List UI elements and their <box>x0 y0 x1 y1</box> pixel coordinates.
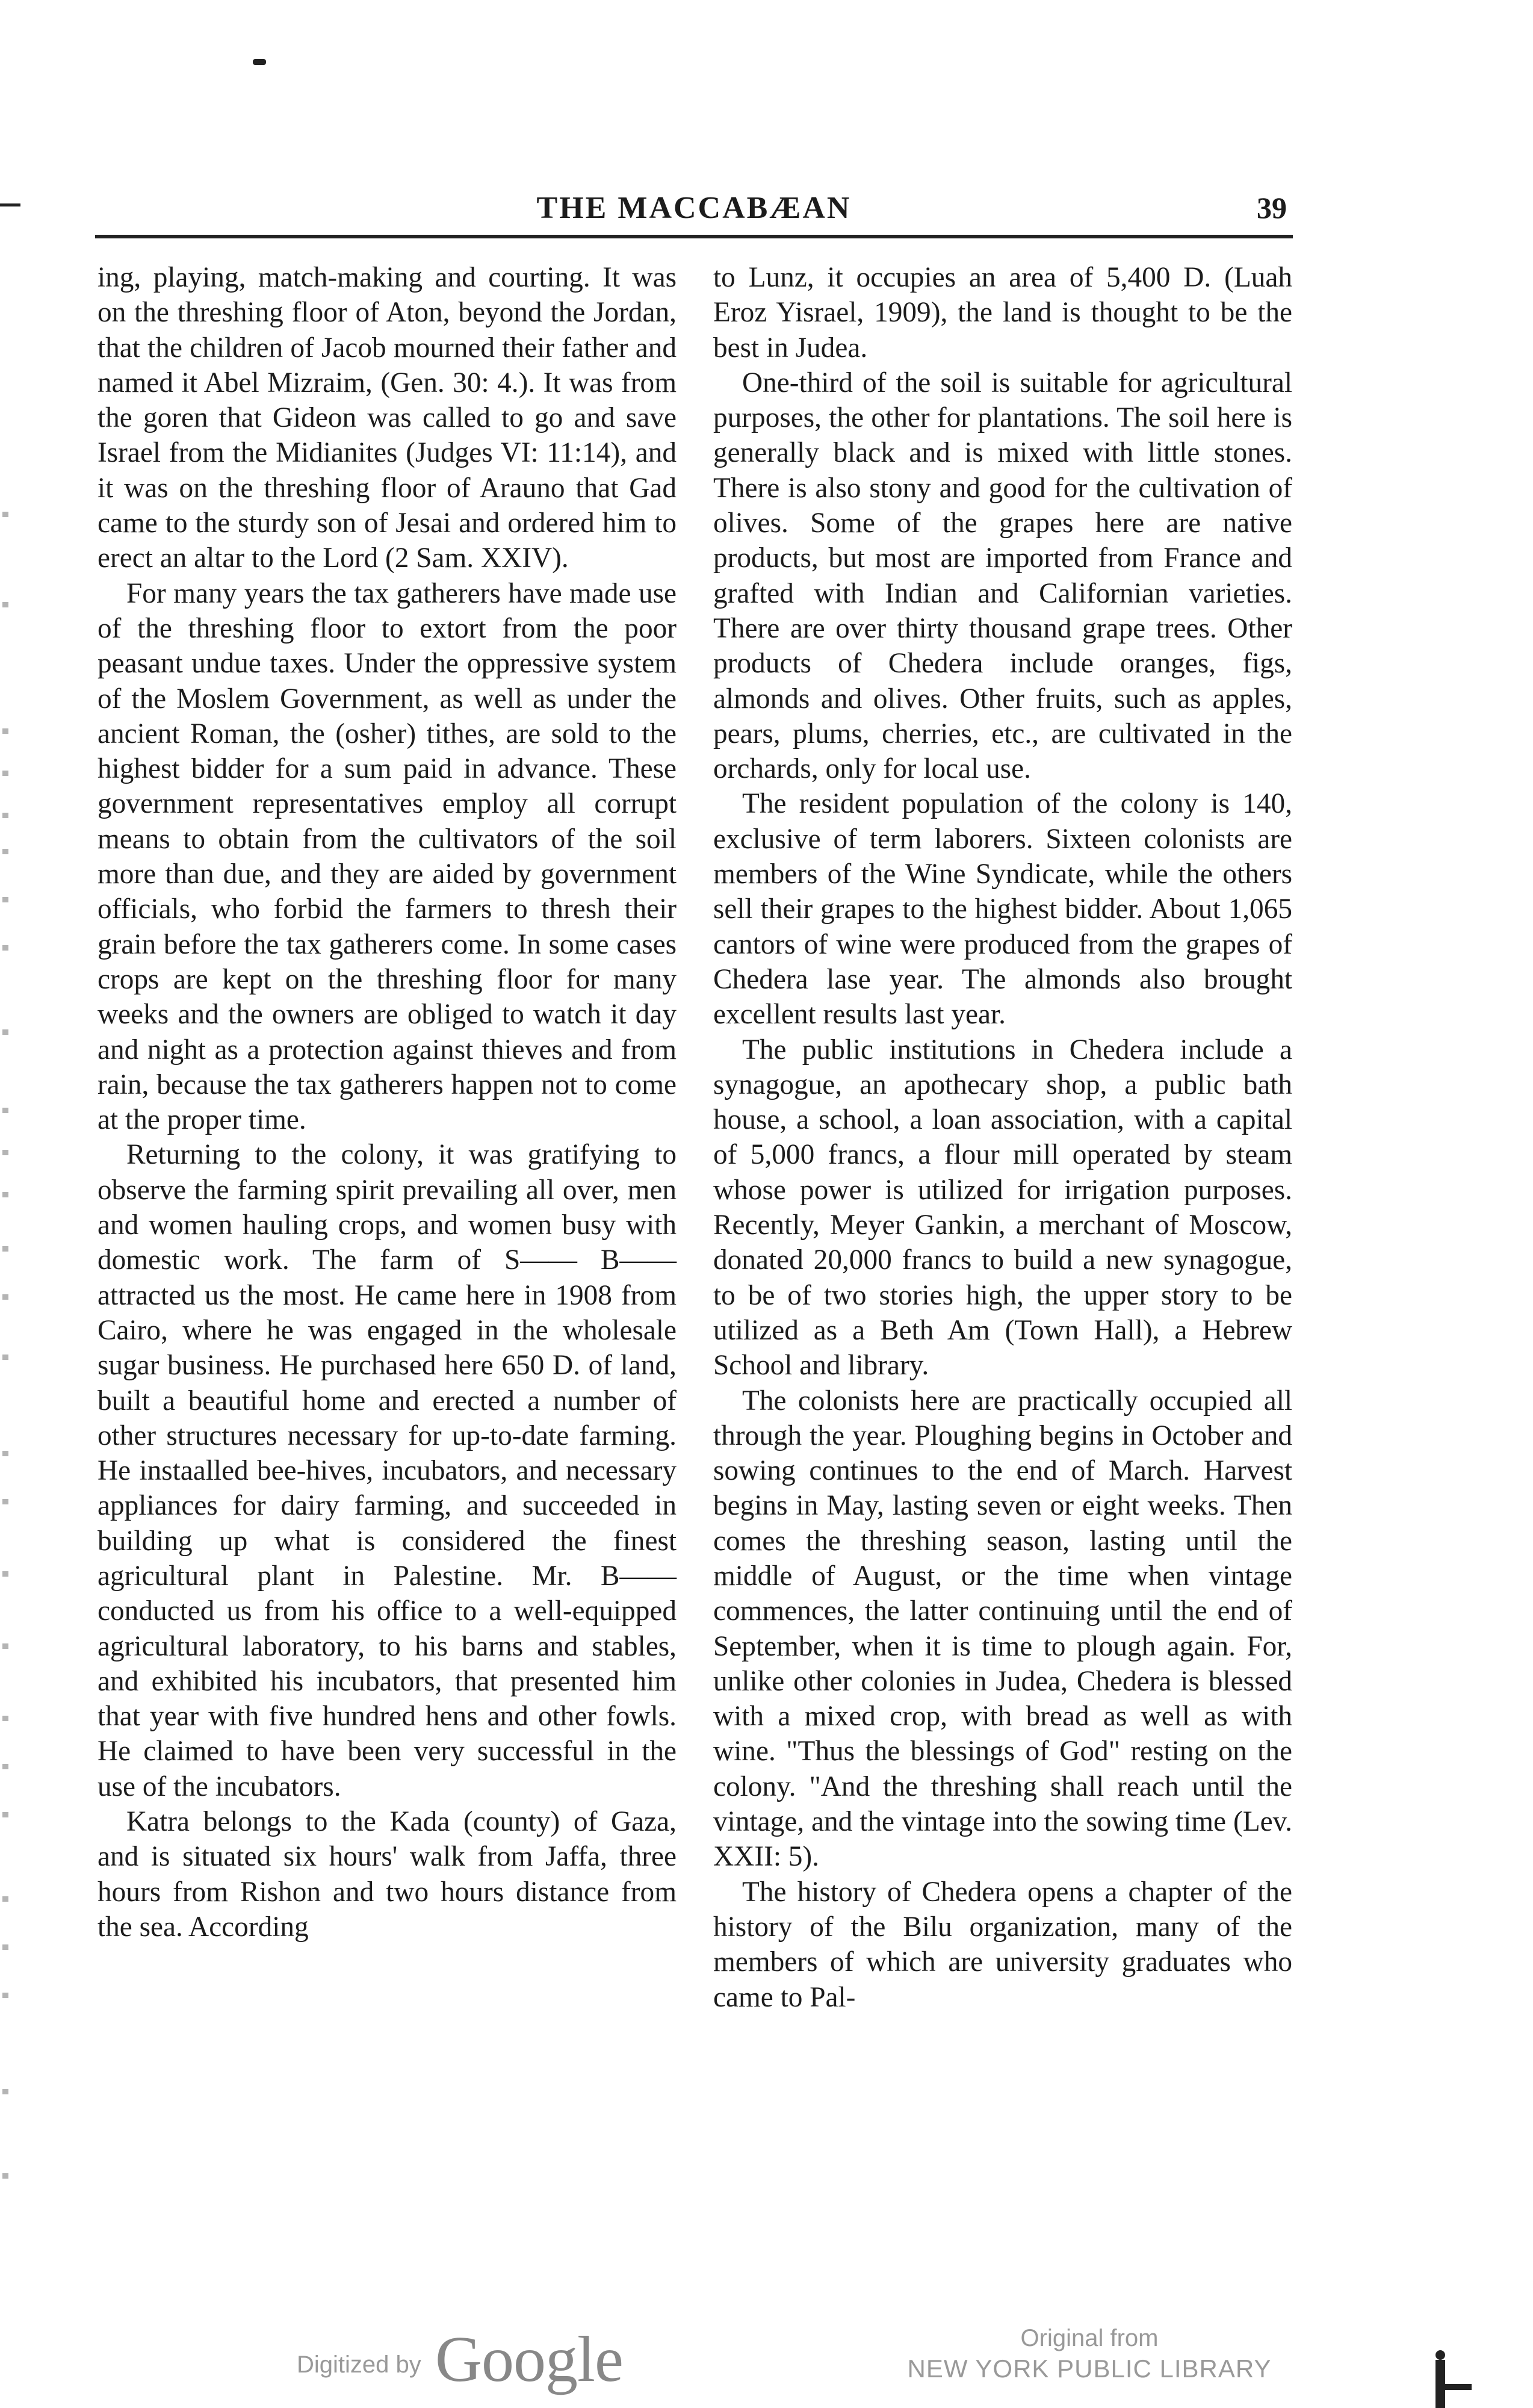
paragraph: The resident population of the colony is 140, exclusive of term laborers. Sixteen colonists are members of the Wine Syndicate, while the others sell their grapes to the highest bidder. About 1,065 cantors of wine were produced from the grapes of Chedera lase year. The almonds also brought excellent results last year. <box>713 788 1292 1031</box>
paragraph: The colonists here are practically occupied all through the year. Ploughing begins in October and sowing continues to the end of March. Harvest begins in May, lasting seven or eight weeks. Then comes the threshing season, lasting until the middle of August, or the time when vintage commences, the latter continuing until the end of September, when it is time to plough again. For, unlike other colonies in Judea, Chedera is blessed with a mixed crop, with bread as well as with wine. "Thus the blessings of God" resting on the colony. "And the threshing shall reach until the vintage, and the vintage into the sowing time (Lev. XXII: 5). <box>713 1385 1292 1873</box>
gutter-mark <box>2 728 8 734</box>
ink-speck <box>253 59 266 65</box>
gutter-mark <box>2 1993 8 1998</box>
paragraph: to Lunz, it occupies an area of 5,400 D. (Luah Eroz Yisrael, 1909), the land is thought to be the best in Judea. <box>713 262 1292 364</box>
gutter-mark <box>2 1354 8 1360</box>
digitized-by-credit <box>297 2323 658 2395</box>
gutter-mark <box>2 1571 8 1577</box>
gutter-mark <box>2 1246 8 1252</box>
paragraph: The history of Chedera opens a chapter of the history of the Bilu organization, many of the members of which are university graduates who came to Pal- <box>713 1876 1292 2013</box>
gutter-mark <box>2 1812 8 1817</box>
gutter-mark <box>2 1451 8 1456</box>
paragraph: The public institutions in Chedera include a synagogue, an apothecary shop, a public bath house, a school, a loan association, with a capital of 5,000 francs, a flour mill operated by steam whose power is utilized for irrigation purposes. Recently, Meyer Gankin, a merchant of Moscow, donated 20,000 francs to build a new synagogue, to be of two stories high, the upper story to be utilized as a Beth Am (Town Hall), a Hebrew School and library. <box>713 1034 1292 1382</box>
gutter-mark <box>2 945 8 951</box>
library-name: NEW YORK PUBLIC LIBRARY <box>907 2354 1272 2383</box>
source-credit <box>879 2324 1300 2385</box>
gutter-mark <box>2 1716 8 1721</box>
edge-mark <box>0 203 20 206</box>
gutter-mark <box>2 1150 8 1155</box>
pointer-hand-icon <box>1423 2348 1478 2408</box>
right-column <box>713 260 1292 2015</box>
google-logo: Google <box>435 2324 623 2395</box>
paragraph: One-third of the soil is suitable for agricultural purposes, the other for plantations. The soil here is generally black and is mixed with little stones. There is also stony and good for the cultivation of olives. Some of the grapes here are native products, but most are imported from France and grafted with Indian and Californian varieties. There are over thirty thousand grape trees. Other products of Chedera include oranges, figs, almonds and olives. Other fruits, such as apples, pears, plums, cherries, etc., are cultivated in the orchards, only for local use. <box>713 367 1292 785</box>
gutter-mark <box>2 1764 8 1769</box>
paragraph: Katra belongs to the Kada (county) of Gaza, and is situated six hours' walk from Jaffa, three hours from Rishon and two hours distance from the sea. According <box>98 1806 677 1943</box>
gutter-mark <box>2 1499 8 1504</box>
paragraph: ing, playing, match-making and courting. It was on the threshing floor of Aton, beyond the Jordan, that the children of Jacob mourned their father and named it Abel Mizraim, (Gen. 30: 4.). It was from the goren that Gideon was called to go and save Israel from the Midianites (Judges VI: 11:14), and it was on the threshing floor of Arauno that Gad came to the sturdy son of Jesai and ordered him to erect an altar to the Lord (2 Sam. XXIV). <box>98 262 677 574</box>
gutter-marks <box>0 512 18 2258</box>
left-column <box>98 260 677 1944</box>
gutter-mark <box>2 2173 8 2179</box>
gutter-mark <box>2 897 8 902</box>
gutter-mark <box>2 1192 8 1197</box>
original-from-label: Original from <box>1020 2325 1159 2351</box>
gutter-mark <box>2 2089 8 2094</box>
gutter-mark <box>2 813 8 818</box>
page-header <box>95 181 1293 238</box>
gutter-mark <box>2 1896 8 1902</box>
gutter-mark <box>2 1643 8 1649</box>
gutter-mark <box>2 512 8 517</box>
gutter-mark <box>2 1108 8 1113</box>
digitized-by-label: Digitized by <box>297 2351 421 2378</box>
gutter-mark <box>2 1294 8 1300</box>
paragraph: For many years the tax gatherers have made use of the threshing floor to extort from the poor peasant undue taxes. Under the oppressive system of the Moslem Government, as well as under the ancient Roman, the (osher) tithes, are sold to the highest bidder for a sum paid in advance. These government representatives employ all corrupt means to obtain from the cultivators of the soil more than due, and they are aided by government officials, who forbid the farmers to thresh their grain before the tax gatherers come. In some cases crops are kept on the threshing floor for many weeks and the owners are obliged to watch it day and night as a protection against thieves and from rain, because the tax gatherers happen not to come at the proper time. <box>98 577 677 1136</box>
paragraph: Returning to the colony, it was gratifying to observe the farming spirit prevailing all over, men and women hauling crops, and women busy with domestic work. The farm of S—— B—— attracted us the most. He came here in 1908 from Cairo, where he was engaged in the wholesale sugar business. He purchased here 650 D. of land, built a beautiful home and erected a number of other structures necessary for up-to-date farming. He instaalled bee-hives, incubators, and necessary appliances for dairy farming, and succeeded in building up what is considered the finest agricultural plant in Palestine. Mr. B—— conducted us from his office to a well-equipped agricultural laboratory, to his barns and stables, and exhibited his incubators, that presented him that year with five hundred hens and other fowls. He claimed to have been very successful in the use of the incubators. <box>98 1139 677 1802</box>
running-title: THE MACCABÆAN <box>536 191 852 225</box>
gutter-mark <box>2 602 8 607</box>
gutter-mark <box>2 849 8 854</box>
gutter-mark <box>2 1029 8 1035</box>
page-number: 39 <box>1257 191 1287 225</box>
gutter-mark <box>2 771 8 776</box>
gutter-mark <box>2 1944 8 1950</box>
